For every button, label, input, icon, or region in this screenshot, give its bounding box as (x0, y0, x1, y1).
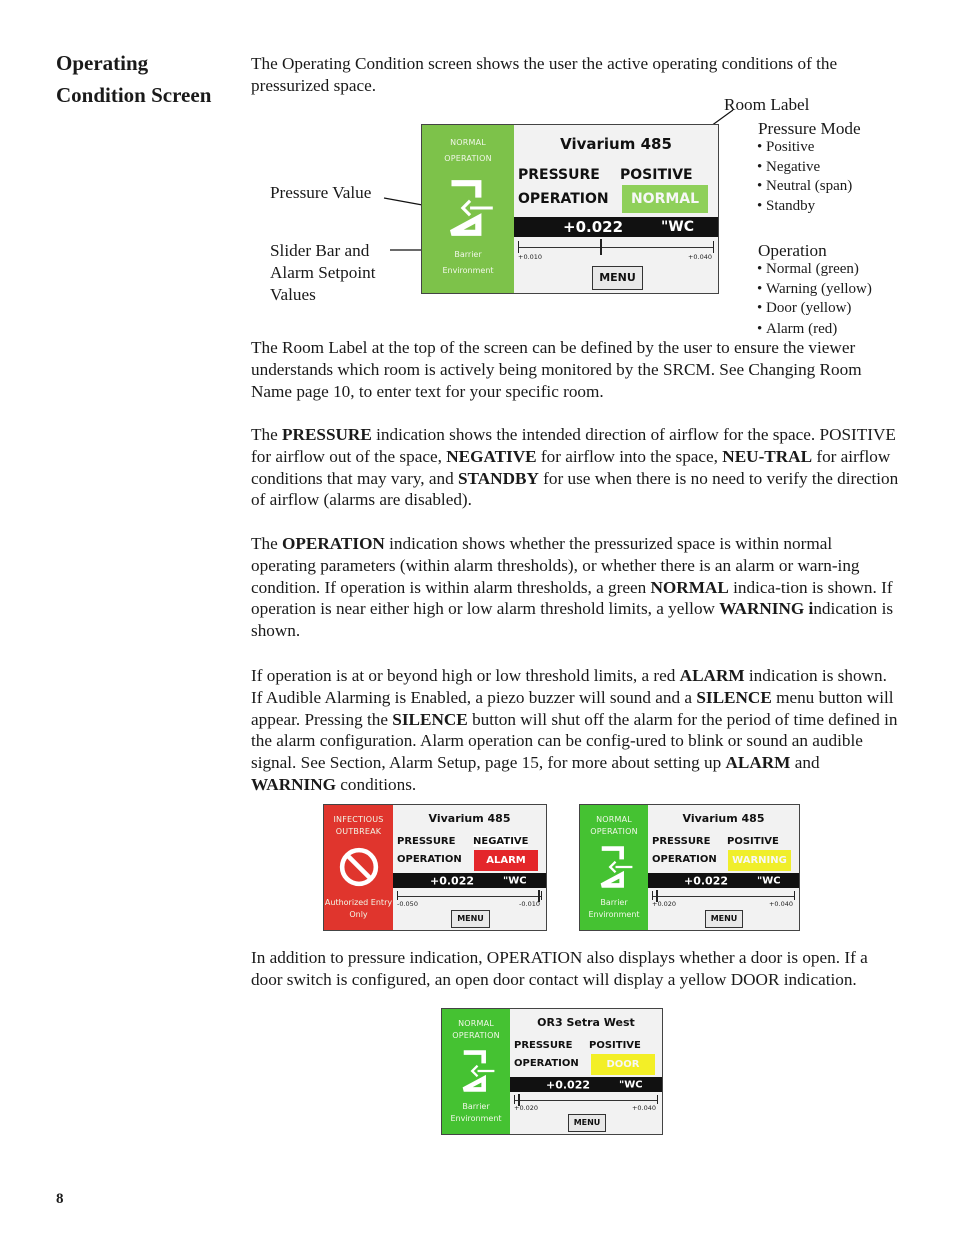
status-panel (422, 125, 514, 293)
paragraph-pressure (251, 424, 899, 511)
status-text: OPERATION (452, 1031, 500, 1040)
operation-status-badge: WARNING (728, 850, 791, 871)
text-run: The (251, 534, 283, 553)
slider-high-limit (657, 1095, 658, 1104)
operation-status-badge: ALARM (474, 850, 538, 871)
pressure-unit: "WC (619, 1079, 643, 1090)
text-run: The (251, 425, 283, 444)
slider-low-limit (652, 891, 653, 900)
footer-text: Environment (450, 1114, 502, 1123)
operation-label: OPERATION (397, 854, 462, 865)
text-run: indica-tion is shown. If operation is near either high or low alarm threshold limits, a yellow (251, 577, 893, 619)
scale-low-value: +0.020 (514, 1104, 539, 1112)
callout-pressure-mode: Pressure Mode (758, 119, 861, 138)
paragraph-operation (251, 533, 899, 642)
status-text: OPERATION (444, 154, 492, 163)
pressure-mode-value: POSITIVE (727, 836, 779, 847)
section-heading-line2: Condition Screen (56, 83, 212, 107)
status-text: OUTBREAK (335, 827, 382, 836)
bold-term: NEGATIVE (446, 446, 537, 466)
footer-text: Barrier (462, 1102, 490, 1111)
pressure-unit: "WC (661, 219, 695, 235)
paragraph-alarm (251, 665, 899, 796)
bold-term: ALARM (725, 753, 791, 773)
list-item: • Positive (757, 138, 852, 158)
status-panel (324, 805, 393, 930)
pressure-unit: "WC (503, 875, 527, 886)
slider-high-limit (541, 891, 542, 900)
readout-panel (648, 805, 799, 930)
door-entry-icon (437, 177, 499, 239)
bold-term: PRESSURE (282, 425, 372, 444)
slider-track (652, 896, 795, 897)
controller-screen-warning (579, 804, 800, 931)
pressure-reading-bar (393, 873, 546, 888)
pressure-reading: +0.022 (546, 1078, 591, 1091)
scale-low-value: -0.050 (397, 900, 418, 908)
list-item: • Negative (757, 158, 852, 178)
operation-label: OPERATION (518, 191, 609, 207)
list-item: • Standby (757, 197, 852, 217)
text-run: If operation is at or beyond high or low threshold limits, a red (251, 666, 680, 685)
slider-low-limit (514, 1095, 515, 1104)
pressure-label: PRESSURE (652, 836, 711, 847)
status-text: INFECTIOUS (333, 815, 384, 824)
intro-paragraph: The Operating Condition screen shows the user the active operating conditions of the pressurized space. (251, 54, 838, 95)
menu-button[interactable]: MENU (568, 1114, 606, 1132)
text-run: button will shut off the alarm for the period of time defined in the alarm configuration. Alarm operation can be config-ured to blink or sound an audible signal. See Section, Alarm Setup, page 15, for more about setting up (251, 709, 898, 773)
room-label: Vivarium 485 (428, 812, 511, 825)
operation-label: OPERATION (652, 854, 717, 865)
text-run: for airflow into the space, (536, 446, 723, 466)
callout-operation: Operation (758, 241, 827, 260)
text-run: for use when there is no need to verify the direction of airflow (alarms are disabled). (251, 468, 899, 510)
text-run: indication is shown. If Audible Alarming is Enabled, a piezo buzzer will sound and a (251, 666, 887, 707)
text-run: for airflow conditions that may vary, and (251, 446, 891, 488)
footer-text: Authorized Entry (324, 898, 393, 907)
status-text: NORMAL (596, 815, 632, 824)
slider-track (514, 1100, 658, 1101)
status-text: NORMAL (458, 1019, 494, 1028)
callout-slider-line3: Values (270, 285, 316, 304)
no-entry-icon (336, 844, 382, 890)
scale-low-value: +0.010 (518, 253, 543, 261)
callout-pressure-value: Pressure Value (270, 183, 372, 202)
controller-screen-normal (421, 124, 719, 294)
footer-text: Only (349, 910, 368, 919)
pressure-mode-value: POSITIVE (620, 167, 693, 183)
page-number: 8 (56, 1191, 64, 1207)
pressure-reading: +0.022 (684, 874, 729, 887)
paragraph-room-label: The Room Label at the top of the screen can be defined by the user to ensure the viewer understands which room is actively being monitored by the SRCM. See Changing Room Name page 10, to enter text for your specific room. (251, 338, 862, 401)
slider-high-limit (794, 891, 795, 900)
door-entry-icon (591, 844, 637, 890)
callout-room-label: Room Label (724, 95, 810, 114)
text-run: and (790, 753, 820, 773)
pressure-label: PRESSURE (397, 836, 456, 847)
list-item: • Warning (yellow) (757, 280, 872, 300)
bold-term: WARNING i (719, 599, 814, 619)
text-run: menu button will appear. Pressing the (251, 687, 894, 729)
menu-button[interactable]: MENU (705, 910, 743, 928)
text-run: ndication is shown. (251, 599, 894, 641)
pressure-label: PRESSURE (514, 1040, 573, 1051)
bold-term: SILENCE (696, 687, 772, 707)
menu-button[interactable]: MENU (451, 910, 490, 928)
slider-track (397, 896, 542, 897)
scale-low-value: +0.020 (652, 900, 677, 908)
pressure-reading: +0.022 (430, 874, 475, 887)
text-run: indication shows whether the pressurized space is within normal operating parameters (within alarm thresholds), or whether there is an alarm or warn-ing condition. If operation is within alarm thresholds, a green (251, 534, 860, 597)
slider-high-limit (713, 241, 714, 253)
slider-low-limit (518, 241, 519, 253)
pressure-mode-value: POSITIVE (589, 1040, 641, 1051)
readout-panel (393, 805, 546, 930)
scale-high-value: -0.010 (519, 900, 540, 908)
pressure-mode-value: NEGATIVE (473, 836, 529, 847)
callout-slider-line2: Alarm Setpoint (270, 263, 376, 282)
list-item: • Normal (green) (757, 260, 872, 280)
pressure-reading: +0.022 (563, 218, 624, 236)
room-label: OR3 Setra West (537, 1016, 635, 1029)
door-entry-icon (453, 1048, 499, 1094)
room-label: Vivarium 485 (560, 135, 672, 153)
slider-low-limit (397, 891, 398, 900)
footer-text: Barrier (454, 250, 482, 259)
menu-button[interactable]: MENU (592, 266, 643, 290)
scale-high-value: +0.040 (631, 1104, 656, 1112)
bold-term: STANDBY (458, 468, 539, 488)
operation-status-badge: DOOR (591, 1054, 655, 1075)
scale-high-value: +0.040 (687, 253, 712, 261)
section-heading-line1: Operating (56, 51, 149, 75)
list-item: • Neutral (span) (757, 177, 852, 197)
operation-status-badge: NORMAL (622, 185, 708, 213)
bold-term: WARNING (251, 774, 336, 794)
readout-panel (510, 1009, 662, 1134)
footer-text: Environment (588, 910, 640, 919)
status-panel (580, 805, 648, 930)
text-run: indication shows the intended direction of airflow for the space. POSITIVE for airflow out of the space, (251, 425, 896, 466)
slider-bar (518, 237, 714, 257)
slider-marker (600, 239, 602, 255)
status-panel (442, 1009, 510, 1134)
bold-term: OPERATION (282, 534, 385, 553)
scale-high-value: +0.040 (768, 900, 793, 908)
slider-track (518, 247, 714, 248)
list-item: • Door (yellow) (757, 299, 872, 319)
readout-panel (514, 125, 718, 293)
status-text: OPERATION (590, 827, 638, 836)
bold-term: NEU-TRAL (722, 446, 813, 466)
pressure-reading-bar (514, 217, 718, 237)
pressure-unit: "WC (757, 875, 781, 886)
controller-screen-alarm (323, 804, 547, 931)
bold-term: SILENCE (392, 709, 468, 729)
pressure-reading-bar (510, 1077, 662, 1092)
pressure-label: PRESSURE (518, 167, 600, 183)
list-item: • Alarm (red) (757, 320, 872, 340)
callout-slider-line1: Slider Bar and (270, 241, 370, 260)
controller-screen-door (441, 1008, 663, 1135)
footer-text: Environment (442, 266, 494, 275)
pressure-reading-bar (648, 873, 799, 888)
operation-label: OPERATION (514, 1058, 579, 1069)
text-run: conditions. (336, 774, 417, 794)
status-text: NORMAL (450, 138, 486, 147)
paragraph-door: In addition to pressure indication, OPERATION also displays whether a door is open. If a door switch is configured, an open door contact will display a yellow DOOR indication. (251, 948, 868, 989)
footer-text: Barrier (600, 898, 628, 907)
room-label: Vivarium 485 (682, 812, 765, 825)
bold-term: NORMAL (650, 577, 729, 597)
bold-term: ALARM (679, 666, 745, 685)
